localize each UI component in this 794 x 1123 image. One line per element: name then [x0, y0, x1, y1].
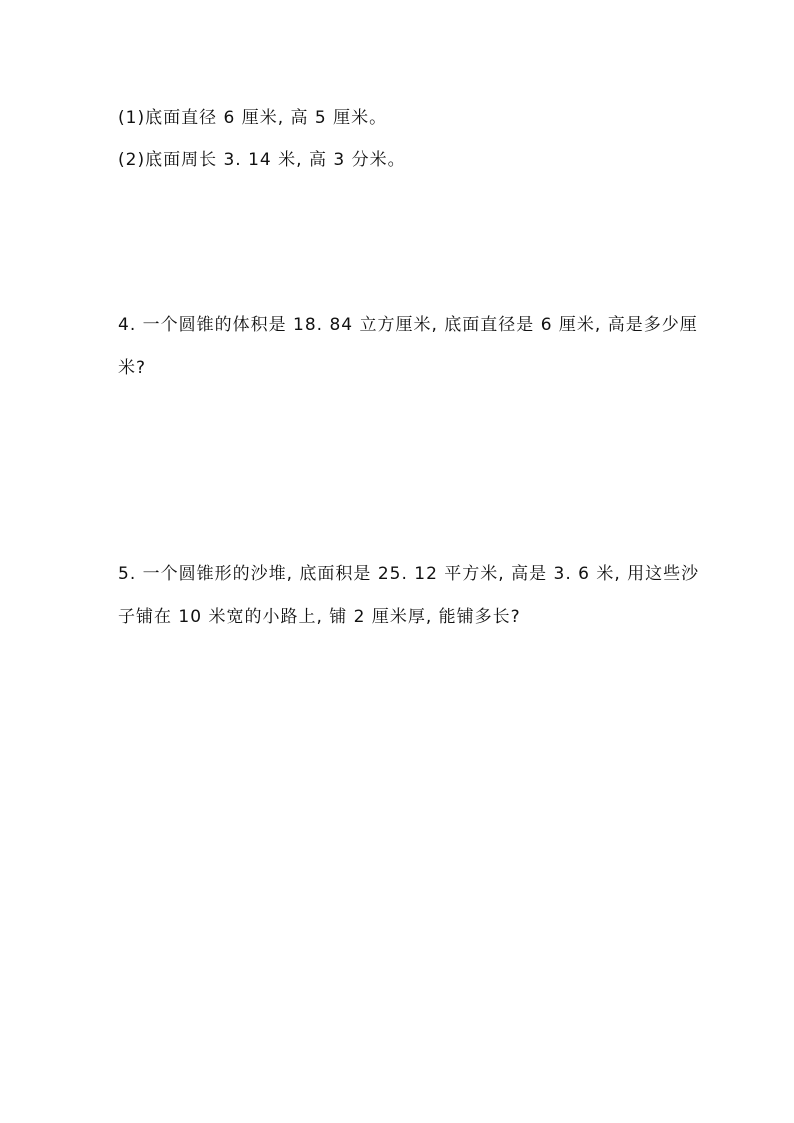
sub-item-2: (2)底面周长 3. 14 米, 高 3 分米。	[118, 150, 406, 170]
question-4-line-1: 4. 一个圆锥的体积是 18. 84 立方厘米, 底面直径是 6 厘米, 高是多少厘	[118, 315, 698, 335]
question-5-line-1: 5. 一个圆锥形的沙堆, 底面积是 25. 12 平方米, 高是 3. 6 米, 用这些沙	[118, 564, 700, 584]
question-5-line-2: 子铺在 10 米宽的小路上, 铺 2 厘米厚, 能铺多长?	[118, 607, 521, 627]
sub-item-1: (1)底面直径 6 厘米, 高 5 厘米。	[118, 108, 388, 128]
question-4-line-2: 米?	[118, 358, 147, 378]
